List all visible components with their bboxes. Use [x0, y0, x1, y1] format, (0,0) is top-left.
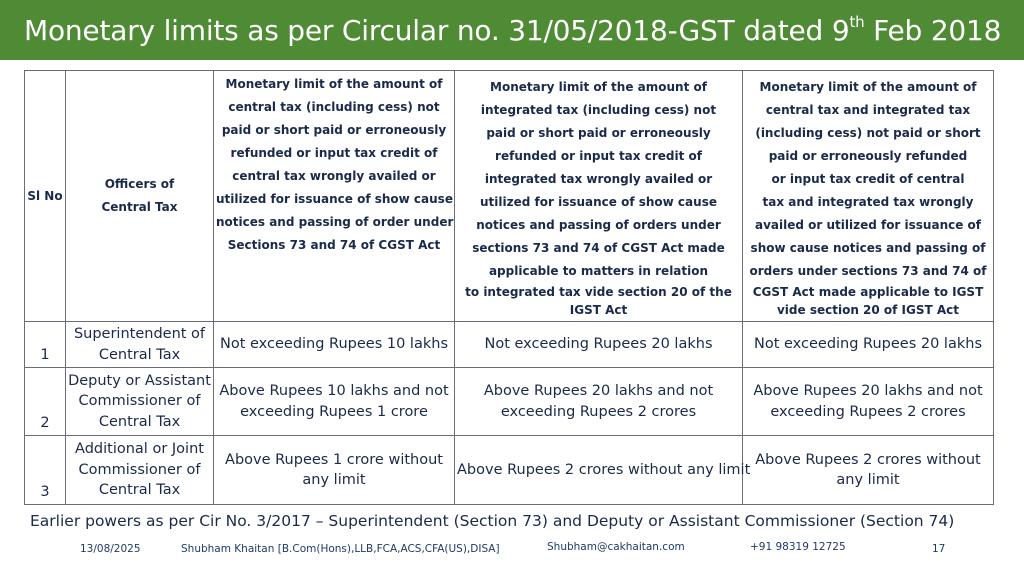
header-officers — [66, 71, 214, 322]
header-line: or input tax credit of central — [771, 171, 965, 186]
row-sl-no: 3 — [25, 436, 66, 505]
monetary-limits-table — [24, 70, 994, 505]
row-central-limit: Above Rupees 1 crore without any limit — [214, 436, 455, 505]
header-line: Monetary limit of the amount of — [759, 79, 977, 94]
header-integrated-tax-limit — [455, 71, 743, 322]
header-line: central tax (including cess) not — [228, 100, 440, 114]
header-central-and-integrated-limit — [743, 71, 994, 322]
slide-title-bar — [0, 0, 1024, 60]
header-line: applicable to matters in relation — [488, 263, 709, 278]
row-officer: Additional or Joint Commissioner of Central Tax — [66, 436, 214, 505]
header-line: notices and passing of orders under — [476, 217, 721, 232]
header-line: refunded or input tax credit of — [495, 148, 702, 163]
header-line: availed or utilized for issuance of — [754, 217, 982, 232]
row-central-limit: Above Rupees 10 lakhs and not exceeding Rupees 1 crore — [214, 368, 455, 436]
row-both-limit: Above Rupees 2 crores without any limit — [743, 436, 994, 505]
header-line: sections 73 and 74 of CGST Act made — [472, 240, 725, 255]
footer-date: 13/08/2025 — [80, 543, 141, 555]
row-both-limit: Not exceeding Rupees 20 lakhs — [743, 322, 994, 368]
header-line: Sections 73 and 74 of CGST Act — [227, 238, 441, 252]
row-central-limit: Not exceeding Rupees 10 lakhs — [214, 322, 455, 368]
table-row — [25, 322, 994, 368]
header-line: utilized for issuance of show cause — [480, 194, 717, 209]
header-line: notices and passing of order under — [216, 215, 454, 229]
row-integrated-limit: Not exceeding Rupees 20 lakhs — [455, 322, 743, 368]
row-integrated-limit: Above Rupees 2 crores without any limit — [455, 436, 743, 505]
footer-phone: +91 98319 12725 — [750, 541, 846, 553]
header-line: Monetary limit of the amount of — [490, 79, 707, 94]
header-line: to integrated tax vide section 20 of the — [465, 284, 732, 299]
header-line: refunded or input tax credit of — [230, 146, 438, 160]
header-line: Officers of — [104, 177, 175, 191]
header-central-tax-limit — [214, 71, 455, 322]
footer-page-number: 17 — [932, 543, 946, 555]
footer-author: Shubham Khaitan [B.Com(Hons),LLB,FCA,ACS,CFA(US),DISA] — [181, 543, 500, 555]
header-line: paid or erroneously refunded — [768, 148, 968, 163]
header-line: paid or short paid or erroneously — [221, 123, 447, 137]
header-line: Monetary limit of the amount of — [225, 77, 443, 91]
header-line: orders under sections 73 and 74 of — [749, 263, 987, 278]
earlier-powers-note: Earlier powers as per Cir No. 3/2017 – Superintendent (Section 73) and Deputy or Assistant Commissioner (Section 74) — [30, 512, 955, 530]
header-line: utilized for issuance of show cause — [216, 192, 453, 206]
header-sl-no: Sl No — [25, 71, 66, 322]
slide-title — [24, 14, 1001, 47]
header-line: central tax and integrated tax — [765, 102, 971, 117]
header-line: integrated tax wrongly availed or — [484, 171, 713, 186]
table-row — [25, 368, 994, 436]
slide-title-superscript: th — [849, 13, 865, 32]
row-officer: Superintendent of Central Tax — [66, 322, 214, 368]
table-header-row — [25, 71, 994, 322]
row-both-limit: Above Rupees 20 lakhs and not exceeding Rupees 2 crores — [743, 368, 994, 436]
footer-email: Shubham@cakhaitan.com — [547, 541, 685, 553]
header-line: show cause notices and passing of — [750, 240, 986, 255]
header-line: integrated tax (including cess) not — [480, 102, 717, 117]
header-line: (including cess) not paid or short — [755, 125, 981, 140]
header-line: Central Tax — [101, 200, 178, 214]
header-line: tax and integrated tax wrongly — [762, 194, 974, 209]
row-officer: Deputy or Assistant Commissioner of Central Tax — [66, 368, 214, 436]
header-line: central tax wrongly availed or — [232, 169, 436, 183]
header-line: vide section 20 of IGST Act — [776, 302, 960, 317]
slide-title-tail: Feb 2018 — [864, 13, 1002, 47]
header-line: paid or short paid or erroneously — [486, 125, 711, 140]
header-line: IGST Act — [569, 302, 628, 317]
table-row — [25, 436, 994, 505]
row-sl-no: 2 — [25, 368, 66, 436]
header-line: CGST Act made applicable to IGST — [752, 284, 984, 299]
slide-title-text: Monetary limits as per Circular no. 31/05/2018-GST dated 9 — [24, 13, 850, 47]
row-sl-no: 1 — [25, 322, 66, 368]
row-integrated-limit: Above Rupees 20 lakhs and not exceeding Rupees 2 crores — [455, 368, 743, 436]
